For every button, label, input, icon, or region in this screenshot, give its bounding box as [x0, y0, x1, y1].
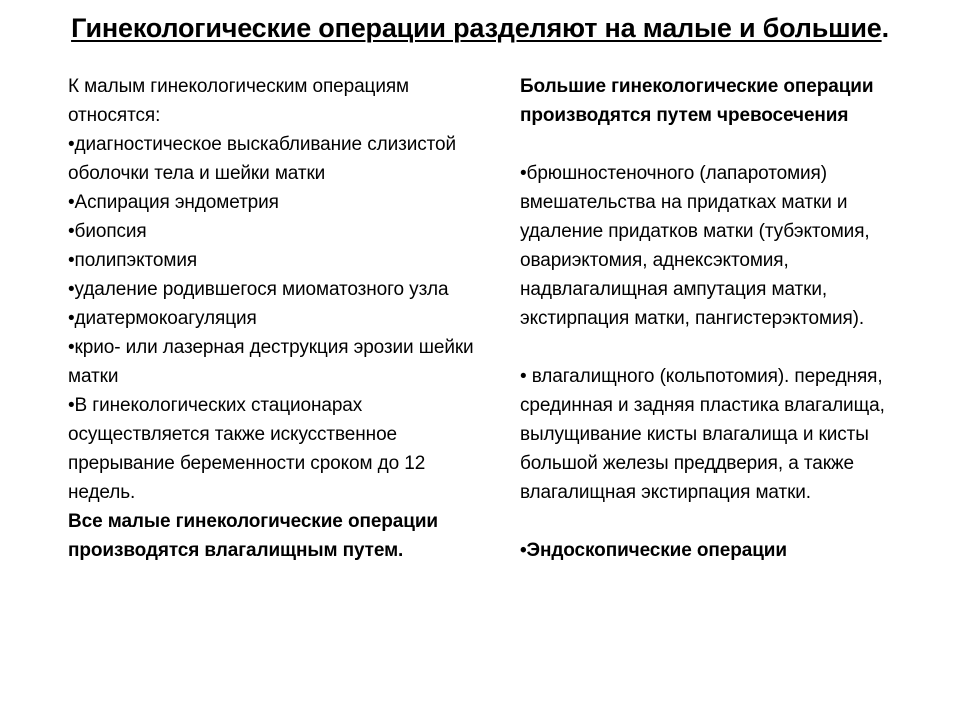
- minor-operation-item: •диатермокоагуляция: [68, 308, 257, 329]
- minor-operation-item: •биопсия: [68, 221, 147, 242]
- minor-operation-item: •диагностическое выскабливание слизистой оболочки тела и шейки матки: [68, 134, 456, 184]
- endoscopic-operations-item: •Эндоскопические операции: [520, 540, 787, 561]
- paragraph-spacer: [520, 333, 920, 362]
- slide-title: [0, 10, 960, 46]
- major-operations-heading: Большие гинекологические операции производятся путем чревосечения: [520, 76, 874, 126]
- slide-title-text: Гинекологические операции разделяют на малые и большие: [71, 13, 882, 43]
- minor-operations-intro: К малым гинекологическим операциям относятся:: [68, 76, 409, 126]
- minor-operation-item: •удаление родившегося миоматозного узла: [68, 279, 449, 300]
- minor-operations-conclusion: Все малые гинекологические операции производятся влагалищным путем.: [68, 511, 439, 561]
- minor-operation-item: •крио- или лазерная деструкция эрозии шейки матки: [68, 337, 474, 387]
- paragraph-spacer: [520, 130, 920, 159]
- minor-operation-item: •полипэктомия: [68, 250, 198, 271]
- minor-operations-column: [68, 72, 478, 565]
- colpotomy-paragraph: • влагалищного (кольпотомия). передняя, срединная и задняя пластика влагалища, вылущивание кисты влагалища и кисты большой железы преддверия, а также влагалищная экстирпация матки.: [520, 366, 885, 503]
- major-operations-column: [520, 72, 920, 565]
- paragraph-spacer: [520, 507, 920, 536]
- minor-operation-item: •В гинекологических стационарах осуществляется также искусственное прерывание беременности сроком до 12 недель.: [68, 395, 426, 503]
- slide-title-period: .: [881, 13, 889, 43]
- minor-operation-item: •Аспирация эндометрия: [68, 192, 279, 213]
- laparotomy-paragraph: •брюшностеночного (лапаротомия) вмешательства на придатках матки и удаление придатков матки (тубэктомия, овариэктомия, аднексэктомия, надвлагалищная ампутация матки, экстирпация матки, пангистерэктомия).: [520, 163, 870, 329]
